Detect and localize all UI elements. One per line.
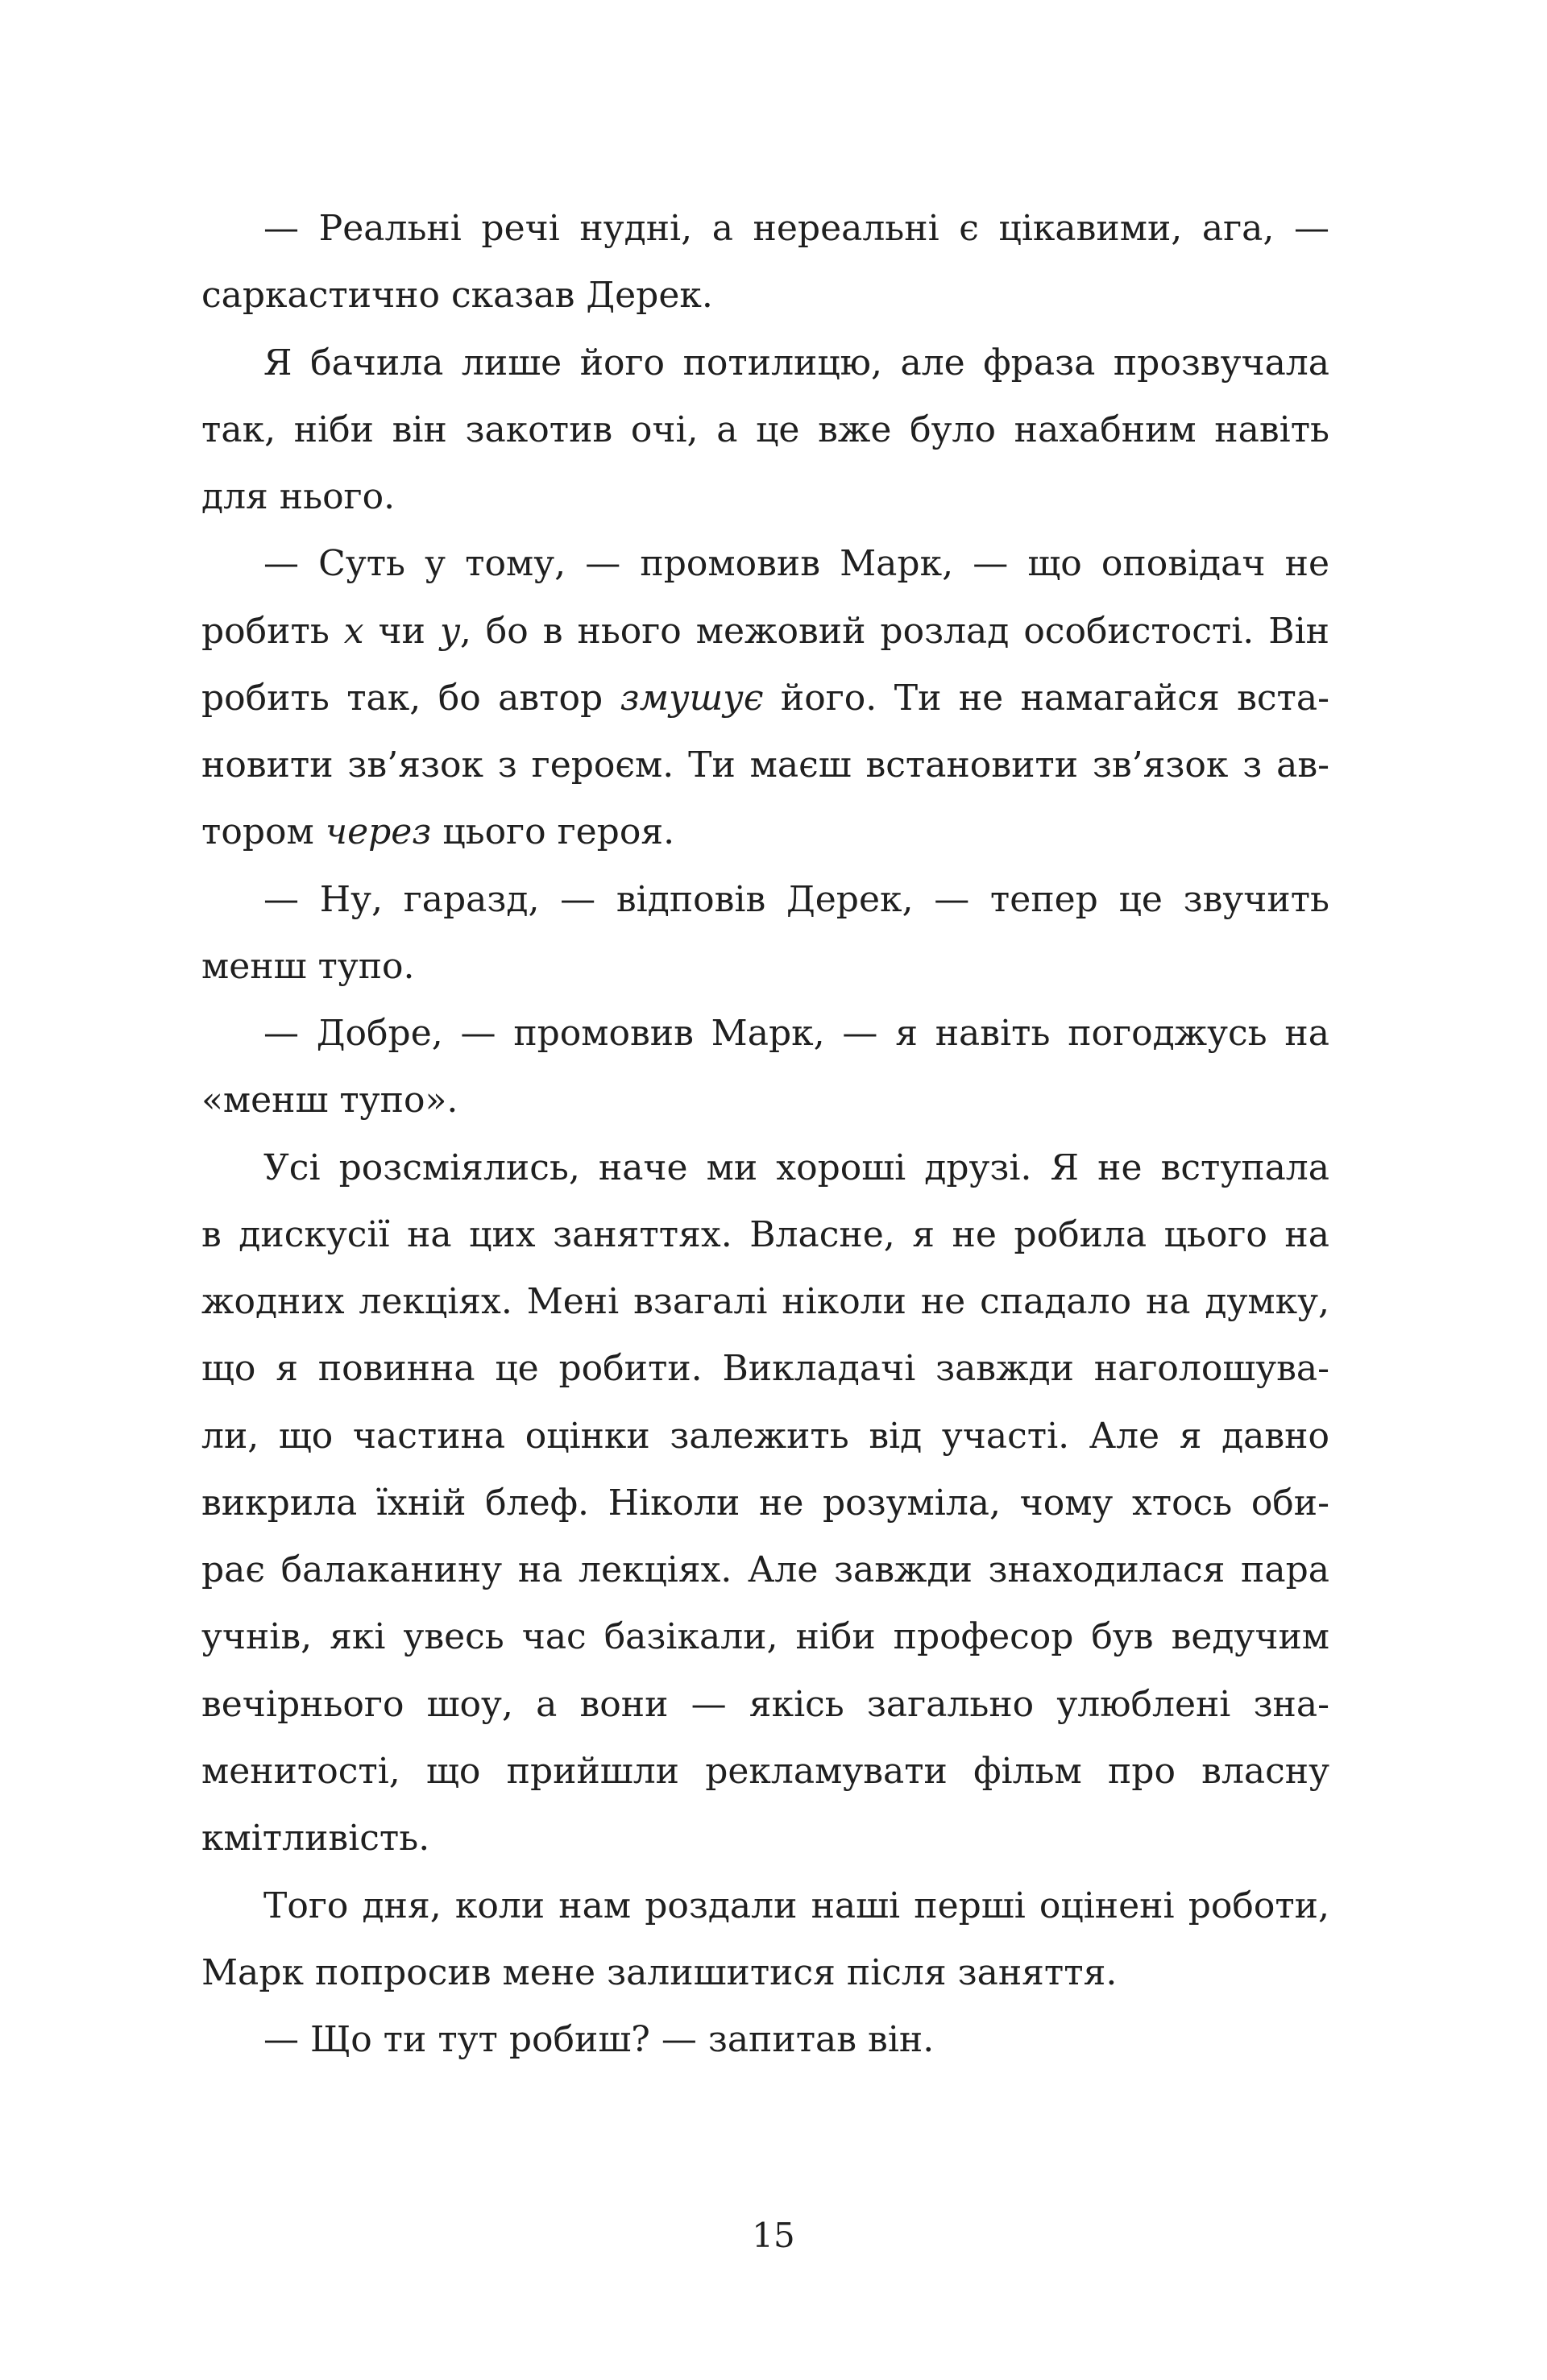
text-line: «менш тупо». — [201, 1080, 458, 1122]
text-line: — Що ти тут робиш? — запитав він. — [263, 2019, 935, 2061]
text-line — [201, 798, 1329, 865]
text-line: — Реальні речі нудні, а нереальні є цікавими, ага, — — [263, 208, 1329, 249]
text-line: менитості, що прийшли рекламувати фільм про власну — [201, 1750, 1329, 1792]
text-segment: тором — [201, 811, 326, 853]
text-line: рає балаканину на лекціях. Але завжди знаходилася пара — [201, 1549, 1329, 1591]
text-line: викрила їхній блеф. Ніколи не розуміла, чому хтось оби- — [201, 1482, 1329, 1524]
text-segment: цього героя. — [431, 811, 675, 853]
italic-text: через — [325, 811, 432, 853]
text-line: учнів, які увесь час базікали, ніби професор був ведучим — [201, 1616, 1329, 1658]
text-line: — Суть у тому, — промовив Марк, — що оповідач не — [263, 543, 1329, 585]
text-line: Того дня, коли нам роздали наші перші оцінені роботи, — [263, 1885, 1329, 1926]
italic-text: x — [343, 610, 364, 652]
text-line — [201, 665, 1329, 732]
text-segment: чи — [363, 610, 440, 652]
italic-text: змушує — [620, 677, 764, 719]
text-line: новити зв’язок з героєм. Ти маєш встановити зв’язок з ав- — [201, 744, 1329, 786]
text-line: Я бачила лише його потилицю, але фраза прозвучала — [263, 342, 1329, 384]
text-line: саркастично сказав Дерек. — [201, 275, 713, 317]
text-line: — Ну, гаразд, — відповів Дерек, — тепер це звучить — [263, 878, 1329, 920]
text-line: Марк попросив мене залишитися після заняття. — [201, 1951, 1118, 1993]
text-line: вечірнього шоу, а вони — якісь загально улюблені зна- — [201, 1683, 1329, 1725]
page-number: 15 — [752, 2216, 795, 2255]
text-line: — Добре, — промовив Марк, — я навіть погоджусь на — [263, 1013, 1329, 1055]
text-line: в дискусії на цих заняттях. Власне, я не робила цього на — [201, 1213, 1329, 1255]
text-line: менш тупо. — [201, 945, 415, 987]
text-line: Усі розсміялись, наче ми хороші друзі. Я не вступала — [263, 1146, 1329, 1188]
text-line: кмітливість. — [201, 1818, 430, 1860]
text-line: так, ніби він закотив очі, а це вже було нахабним навіть — [201, 408, 1329, 450]
text-line — [201, 598, 1329, 665]
text-line: жодних лекціях. Мені взагалі ніколи не спадало на думку, — [201, 1281, 1329, 1323]
text-segment: його. Ти не намагайся вста- — [763, 677, 1330, 719]
italic-text: y — [439, 610, 460, 652]
text-segment: , бо в нього межовий розлад особистості. Він — [459, 610, 1329, 652]
text-line: ли, що частина оцінки залежить від участі. Але я давно — [201, 1415, 1329, 1457]
text-segment: робить так, бо автор — [201, 677, 620, 719]
text-line: що я повинна це робити. Викладачі завжди наголошува- — [201, 1348, 1329, 1390]
text-line: для нього. — [201, 476, 396, 518]
text-segment: робить — [201, 610, 344, 652]
